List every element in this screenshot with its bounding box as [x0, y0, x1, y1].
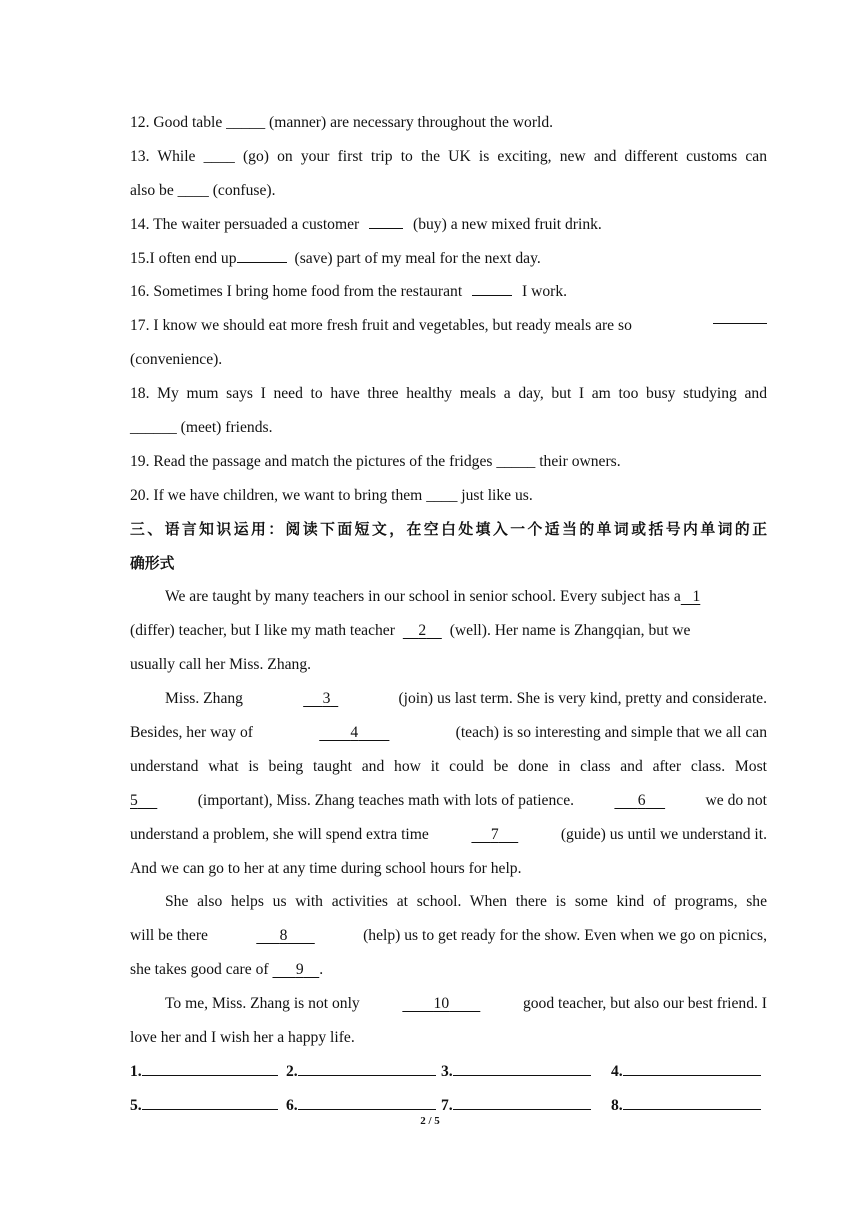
answer-blank: [237, 248, 287, 263]
blank-7: 7: [490, 825, 499, 843]
passage-line: she takes good care of 9 .: [130, 961, 324, 979]
blank-10: 10: [433, 995, 450, 1013]
answer-slot[interactable]: 4.: [611, 1055, 761, 1089]
blank-4: 4: [350, 724, 359, 742]
passage-line: will be there 8 (help) us to get ready for the show. Even when we go on picnics,: [130, 919, 767, 953]
worksheet-page: [130, 106, 767, 1123]
answer-slot[interactable]: 3.: [441, 1055, 611, 1089]
passage-line: love her and I wish her a happy life.: [130, 1029, 355, 1047]
question-14: 14. The waiter persuaded a customer (buy) a new mixed fruit drink.: [130, 215, 602, 233]
passage-line: Besides, her way of 4 (teach) is so interesting and simple that we all can: [130, 716, 767, 750]
answer-row-1: [130, 1055, 767, 1089]
passage-line: understand a problem, she will spend extra time 7 (guide) us until we understand it.: [130, 818, 767, 852]
passage-line: We are taught by many teachers in our school in senior school. Every subject has a 1: [165, 588, 701, 606]
blank-6: 6: [637, 791, 646, 809]
page-number: 2 / 5: [420, 1115, 440, 1127]
passage-line: To me, Miss. Zhang is not only 10 good teacher, but also our best friend. I: [130, 987, 767, 1021]
answer-slot[interactable]: 5.: [130, 1089, 286, 1123]
blank-8: 8: [279, 927, 288, 945]
answer-slot[interactable]: 8.: [611, 1089, 761, 1123]
blank-3: 3: [322, 690, 331, 708]
question-16: 16. Sometimes I bring home food from the restaurant I work.: [130, 283, 568, 301]
question-20: 20. If we have children, we want to bring them ____ just like us.: [130, 486, 533, 504]
question-13-line2: also be ____ (confuse).: [130, 181, 276, 199]
blank-1: 1: [692, 588, 701, 606]
blank-5: 5: [130, 791, 138, 809]
passage-line: (differ) teacher, but I like my math teacher 2 (well). Her name is Zhangqian, but we: [130, 622, 691, 640]
question-19: 19. Read the passage and match the pictures of the fridges _____ their owners.: [130, 452, 621, 470]
passage-line: 5 (important), Miss. Zhang teaches math with lots of patience. 6 we do not: [130, 784, 767, 818]
section-heading-line1: 三、语言知识运用：阅读下面短文，在空白处填入一个适当的单词或括号内单词的正: [130, 520, 767, 538]
answer-slot[interactable]: 6.: [286, 1089, 441, 1123]
answer-slot[interactable]: 7.: [441, 1089, 611, 1123]
answer-slot[interactable]: 1.: [130, 1055, 286, 1089]
passage-line: usually call her Miss. Zhang.: [130, 656, 312, 674]
question-17-line2: (convenience).: [130, 351, 223, 369]
question-18-line2: ______ (meet) friends.: [130, 419, 273, 437]
question-18-line1: 18. My mum says I need to have three healthy meals a day, but I am too busy studying and: [130, 385, 767, 403]
answer-slot[interactable]: 2.: [286, 1055, 441, 1089]
question-17-line1: 17. I know we should eat more fresh fruit and vegetables, but ready meals are so: [130, 309, 767, 343]
answer-blank: [472, 281, 512, 296]
blank-9: 9: [295, 961, 304, 979]
answer-blank: [713, 309, 767, 324]
passage-line: Miss. Zhang 3 (join) us last term. She is very kind, pretty and considerate.: [130, 682, 767, 716]
question-15: 15.I often end up (save) part of my meal for the next day.: [130, 249, 541, 267]
passage-line: And we can go to her at any time during school hours for help.: [130, 859, 522, 877]
section-heading-line2: 确形式: [130, 554, 175, 572]
answer-blank: [369, 214, 403, 229]
passage-line: understand what is being taught and how it could be done in class and after class. Most: [130, 757, 767, 775]
blank-2: 2: [418, 622, 427, 640]
question-13-line1: 13. While ____ (go) on your first trip to the UK is exciting, new and different customs can: [130, 147, 767, 165]
question-12: 12. Good table _____ (manner) are necessary throughout the world.: [130, 114, 554, 131]
passage-line: She also helps us with activities at school. When there is some kind of programs, she: [165, 893, 767, 911]
